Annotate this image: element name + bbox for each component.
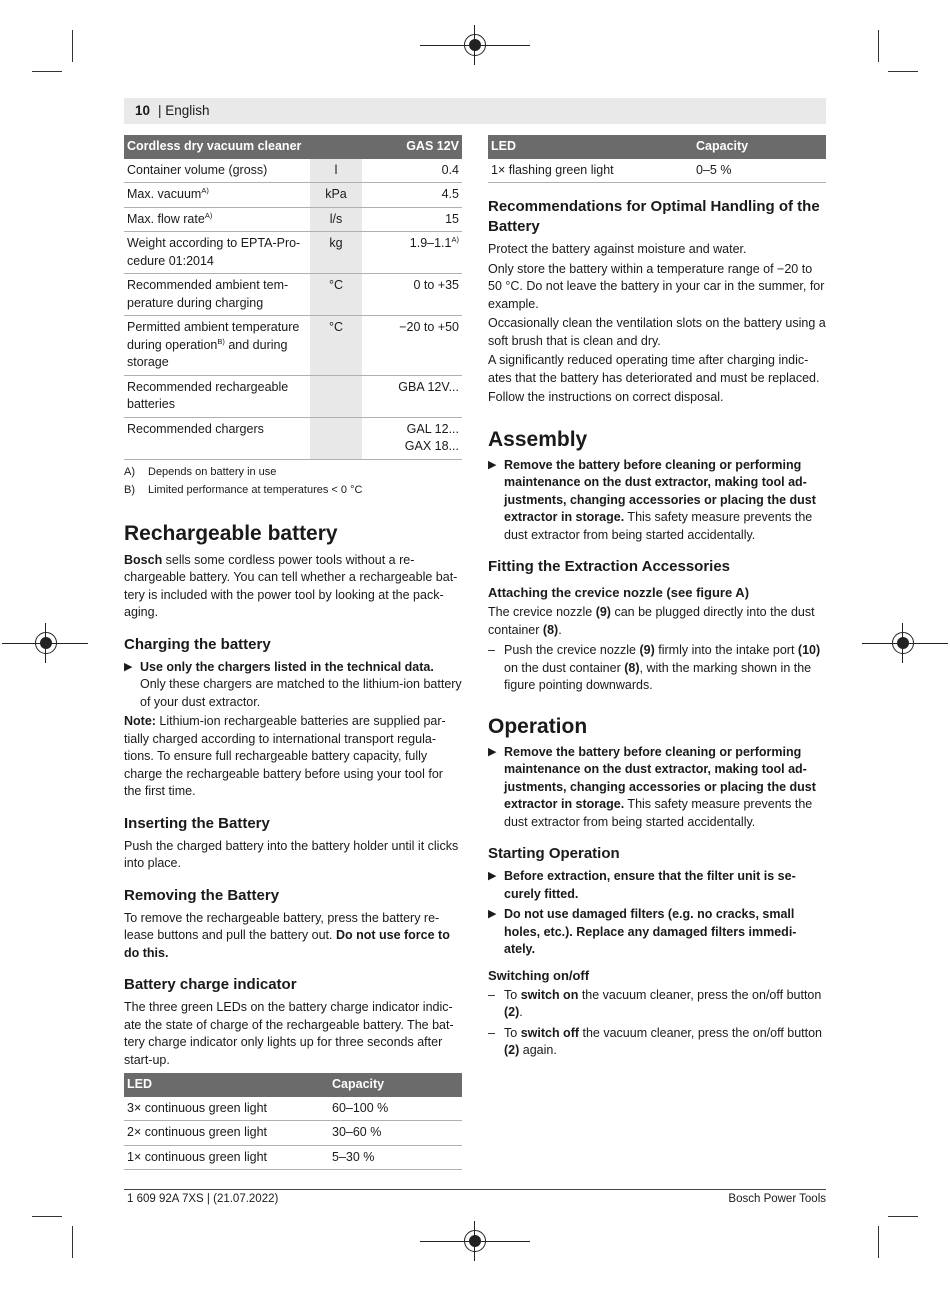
- footnote: [124, 463, 462, 481]
- spec-name-text: and during storage: [127, 337, 288, 369]
- spec-name: Recommended chargers: [124, 417, 310, 459]
- paragraph-text: .: [558, 622, 562, 637]
- bullet-rest: This safety measure prevents the dust extractor from being started accidentally.: [504, 797, 813, 829]
- note-paragraph: [124, 713, 462, 801]
- spec-table-header: [124, 135, 462, 159]
- spec-value: 4.5: [362, 183, 462, 208]
- part-ref: (9): [595, 605, 611, 619]
- publisher-name: Bosch Power Tools: [728, 1193, 826, 1205]
- table-row: [124, 207, 462, 232]
- subsection-title-starting: Starting Operation: [488, 845, 620, 862]
- table-row: [124, 417, 462, 459]
- led-capacity-table: [124, 1073, 462, 1170]
- spec-value-line: GAX 18...: [404, 439, 459, 453]
- spec-unit: °C: [310, 274, 362, 316]
- recommendation-paragraph: Follow the instructions on correct disposal.: [488, 390, 724, 404]
- bullet-item: [124, 659, 462, 712]
- paragraph-text: on the dust container: [504, 660, 625, 675]
- page-header: [124, 98, 826, 124]
- spec-name-text: Max. flow rate: [127, 211, 205, 226]
- footnote-text: Depends on battery in use: [148, 465, 277, 478]
- spec-value: 0.4: [362, 159, 462, 183]
- dash-item: [488, 987, 826, 1022]
- right-column: [488, 135, 826, 1060]
- led-cell: 2× continuous green light: [124, 1121, 329, 1146]
- capacity-cell: 60–100 %: [329, 1097, 462, 1121]
- paragraph-text: To: [504, 987, 521, 1002]
- bullet-bold: Use only the chargers listed in the technical data.: [140, 659, 434, 674]
- paragraph-text: .: [519, 1005, 523, 1019]
- spec-value: 15: [362, 207, 462, 232]
- subsection-title-charging: Charging the battery: [124, 635, 271, 653]
- crop-mark: [878, 1226, 879, 1258]
- subsubsection-title-switching: Switching on/off: [488, 967, 590, 983]
- paragraph-text: , with the marking shown in the figure pointing downwards.: [504, 660, 812, 692]
- registration-mark-icon: [35, 632, 57, 654]
- paragraph-bold: Do not use force to do this.: [124, 928, 450, 960]
- note-label: Note:: [124, 714, 156, 728]
- table-row: [124, 375, 462, 417]
- recommendation-paragraph: Occasionally clean the ventilation slots on the battery using a soft brush that is clean and dry.: [488, 316, 826, 348]
- footnote-ref: A): [201, 185, 209, 195]
- section-title-assembly: Assembly: [488, 427, 588, 451]
- bullet-text: [504, 868, 826, 903]
- dash-bullet-icon: –: [488, 643, 495, 657]
- recommendation-paragraph: Only store the battery within a temperature range of −20 to 50 °C. Do not leave the battery in your car in the summer, for example.: [488, 261, 825, 311]
- spec-value: −20 to +50: [362, 316, 462, 376]
- section-title-rechargeable-battery: Rechargeable battery: [124, 521, 338, 545]
- header-separator: |: [158, 103, 162, 118]
- bullet-item: [488, 906, 826, 959]
- bullet-item: [488, 868, 826, 903]
- part-ref: (9): [639, 643, 655, 657]
- capacity-cell: 5–30 %: [329, 1145, 462, 1170]
- brand-name: Bosch: [124, 552, 163, 567]
- part-ref: (8): [624, 660, 640, 675]
- crop-mark: [32, 1216, 62, 1217]
- spec-value: 0 to +35: [362, 274, 462, 316]
- spec-unit: l/s: [310, 207, 362, 232]
- dash-bullet-icon: –: [488, 987, 495, 1002]
- recommendation-paragraph: Protect the battery against moisture and water.: [488, 242, 747, 256]
- subsection-title-fitting: Fitting the Extraction Accessories: [488, 558, 731, 575]
- document-code: 1 609 92A 7XS | (21.07.2022): [127, 1193, 279, 1205]
- table-row: [124, 183, 462, 208]
- note-text: Lithium-ion rechargeable batteries are supplied par-tially charged according to international transport regula-tions. To ensure full rechargeable battery capacity, fully charge the rechargeable battery before using your tool for the first time.: [124, 714, 446, 798]
- crop-mark: [878, 30, 879, 62]
- table-row: [124, 1097, 462, 1121]
- bullet-bold: Before extraction, ensure that the filter unit is se-curely fitted.: [504, 869, 796, 901]
- spec-name: [124, 316, 310, 376]
- dash-text: [504, 1025, 826, 1060]
- crop-mark: [72, 30, 73, 62]
- spec-value: [362, 232, 462, 274]
- recommendation-paragraph: A significantly reduced operating time after charging indic-ates that the battery has deteriorated and must be replaced.: [488, 353, 820, 385]
- dash-item: [488, 1025, 826, 1060]
- spec-value: GBA 12V...: [362, 375, 462, 417]
- part-ref: (8): [542, 622, 559, 637]
- language-label: English: [165, 103, 210, 118]
- subsection-title-inserting: Inserting the Battery: [124, 814, 270, 832]
- footer-rule: [124, 1189, 826, 1190]
- led-cell: 1× continuous green light: [124, 1145, 329, 1170]
- subsubsection-title-attaching: Attaching the crevice nozzle (see figure A): [488, 585, 750, 600]
- spec-unit: °C: [310, 316, 362, 376]
- spec-name-text: Permitted ambient temperature during operation: [127, 320, 300, 352]
- crop-mark: [72, 1226, 73, 1258]
- inserting-paragraph: Push the charged battery into the battery holder until it clicks into place.: [124, 838, 459, 870]
- spec-unit: kPa: [310, 183, 362, 208]
- paragraph-text: firmly into the intake port: [654, 643, 798, 657]
- table-row: [124, 316, 462, 376]
- registration-mark-icon: [464, 34, 486, 56]
- bullet-rest: Only these chargers are matched to the lithium-ion battery of your dust extractor.: [140, 677, 462, 709]
- table-footnotes: [124, 463, 462, 499]
- led-flashing-table: [488, 135, 826, 183]
- spec-name: Weight according to EPTA-Pro-cedure 01:2014: [124, 232, 310, 274]
- paragraph-text: again.: [519, 1043, 557, 1057]
- triangle-bullet-icon: ▶: [488, 908, 497, 920]
- spec-unit: [310, 375, 362, 417]
- bullet-rest: This safety measure prevents the dust extractor from being started accidentally.: [504, 510, 813, 542]
- part-ref: (2): [504, 1043, 520, 1057]
- bullet-bold: Do not use damaged filters (e.g. no cracks, small holes, etc.). Replace any damaged filters immedi-ately.: [504, 907, 797, 956]
- part-ref: (2): [504, 1005, 520, 1019]
- triangle-bullet-icon: ▶: [124, 660, 133, 673]
- footnote-text: Limited performance at temperatures < 0 °C: [148, 483, 363, 496]
- dash-bullet-icon: –: [488, 1025, 495, 1040]
- footnote-key: A): [124, 465, 135, 478]
- removing-paragraph: [124, 910, 462, 963]
- triangle-bullet-icon: ▶: [488, 870, 497, 882]
- attaching-paragraph: [488, 604, 826, 639]
- spec-unit: kg: [310, 232, 362, 274]
- spec-name: Container volume (gross): [124, 159, 310, 183]
- footnote-ref: A): [204, 210, 213, 220]
- registration-mark-icon: [464, 1230, 486, 1252]
- bullet-text: [140, 659, 462, 712]
- paragraph-bold: switch off: [520, 1025, 580, 1040]
- spec-name: Recommended rechargeable batteries: [124, 375, 310, 417]
- crop-mark: [32, 71, 62, 72]
- bullet-text: [504, 457, 826, 545]
- led-header: LED: [488, 135, 693, 159]
- paragraph-text: The crevice nozzle: [488, 605, 596, 619]
- spec-name-text: Max. vacuum: [127, 187, 202, 201]
- triangle-bullet-icon: ▶: [488, 745, 497, 758]
- spec-name: [124, 207, 310, 232]
- spec-table: [124, 135, 462, 460]
- subsection-title-indicator: Battery charge indicator: [124, 976, 297, 993]
- spec-value-line: GAL 12...: [406, 421, 459, 436]
- subsection-title-removing: Removing the Battery: [124, 886, 280, 904]
- table-row: [124, 274, 462, 316]
- led-table-header: [488, 135, 826, 159]
- paragraph-text: To remove the rechargeable battery, press the battery re-lease buttons and pull the battery out.: [124, 910, 440, 942]
- spec-value-text: 1.9–1.1: [409, 236, 452, 250]
- table-row: [124, 1145, 462, 1170]
- footnote-key: B): [124, 483, 135, 496]
- capacity-header: Capacity: [329, 1073, 462, 1097]
- spec-header-model: GAS 12V: [362, 135, 462, 159]
- rechargeable-paragraph: [124, 552, 462, 622]
- footnote: [124, 481, 462, 499]
- triangle-bullet-icon: ▶: [488, 458, 497, 471]
- capacity-cell: 0–5 %: [693, 159, 826, 183]
- bullet-item: [488, 744, 826, 832]
- section-title-operation: Operation: [488, 714, 588, 738]
- led-header: LED: [124, 1073, 329, 1097]
- bullet-bold: Remove the battery before cleaning or performing maintenance on the dust extractor, making tool ad-justments, changing accessories or placing the dust extractor in storage.: [504, 744, 816, 811]
- crop-mark: [888, 71, 918, 72]
- spec-header-name: Cordless dry vacuum cleaner: [124, 135, 310, 159]
- capacity-header: Capacity: [693, 135, 826, 159]
- paragraph-text: the vacuum cleaner, press the on/off button: [578, 987, 822, 1002]
- table-row: [488, 159, 826, 183]
- registration-mark-icon: [892, 632, 914, 654]
- paragraph-text: the vacuum cleaner, press the on/off button: [579, 1025, 823, 1040]
- table-row: [124, 159, 462, 183]
- dash-text: [504, 642, 826, 695]
- spec-name: [124, 183, 310, 208]
- part-ref: (10): [797, 643, 821, 657]
- led-cell: 1× flashing green light: [488, 159, 693, 183]
- led-table-header: [124, 1073, 462, 1097]
- table-row: [124, 232, 462, 274]
- spec-value: [362, 417, 462, 459]
- spec-unit: l: [310, 159, 362, 183]
- spec-name: Recommended ambient tem-perature during charging: [124, 274, 310, 316]
- bullet-bold: Remove the battery before cleaning or performing maintenance on the dust extractor, making tool ad-justments, changing accessories or placing the dust extractor in storage.: [504, 457, 816, 524]
- footnote-ref: B): [217, 336, 225, 346]
- paragraph-text: sells some cordless power tools without a re-chargeable battery. You can tell whether a rechargeable bat-tery is included with the power tool by looking at the pack-aging.: [124, 552, 458, 619]
- paragraph-text: can be plugged directly into the dust container: [488, 605, 815, 637]
- paragraph-text: To: [504, 1025, 521, 1040]
- crop-mark: [888, 1216, 918, 1217]
- bullet-text: [504, 906, 826, 959]
- bullet-text: [504, 744, 826, 832]
- header-language: [158, 102, 210, 120]
- indicator-paragraph: The three green LEDs on the battery charge indicator indic-ate the state of charge of the rechargeable battery. The bat-tery charge indicator only lights up for three seconds after start-up.: [124, 1000, 454, 1067]
- bullet-item: [488, 457, 826, 545]
- paragraph-text: Push the crevice nozzle: [504, 643, 640, 657]
- dash-text: [504, 987, 826, 1022]
- spec-unit: [310, 417, 362, 459]
- page-number: 10: [135, 103, 151, 118]
- led-cell: 3× continuous green light: [124, 1097, 329, 1121]
- paragraph-bold: switch on: [520, 987, 579, 1002]
- left-column: [124, 135, 462, 1170]
- dash-item: [488, 642, 826, 695]
- capacity-cell: 30–60 %: [329, 1121, 462, 1146]
- footnote-ref: A): [451, 234, 459, 244]
- subsection-title-recommendations: Recommendations for Optimal Handling of the Battery: [488, 198, 820, 235]
- spec-header-unit: [310, 135, 362, 159]
- table-row: [124, 1121, 462, 1146]
